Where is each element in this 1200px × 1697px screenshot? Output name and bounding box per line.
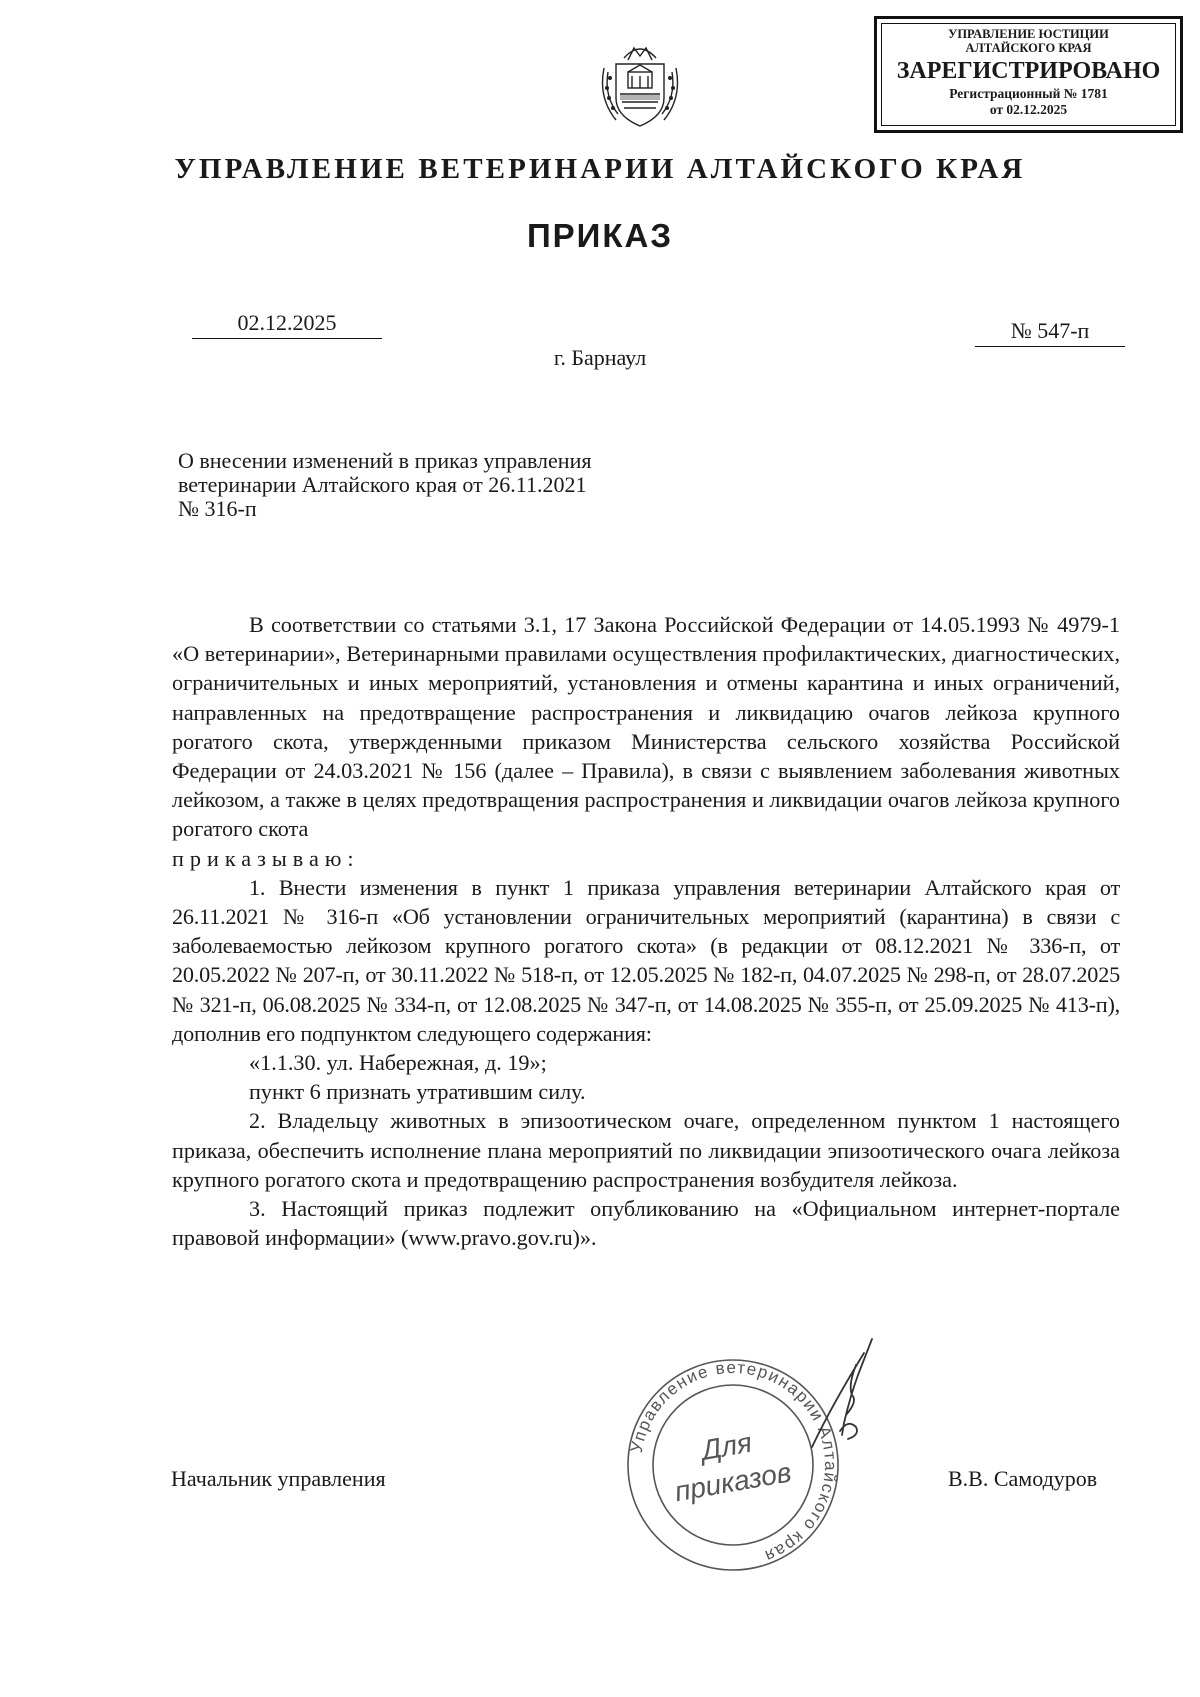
subject-line: № 316-п <box>178 496 257 521</box>
subject-line: ветеринарии Алтайского края от 26.11.2021 <box>178 472 587 497</box>
order-word-paragraph <box>172 844 1120 873</box>
order-word: приказываю: <box>172 845 360 871</box>
order-subject <box>178 449 698 521</box>
preamble-text: В соответствии со статьями 3.1, 17 Закона Российской Федерации от 14.05.1993 № 4979-1 «О ветеринарии», Ветеринарными правилами осуществления профилактических, диагностических, ограничительных и иных мероприятий, установления и отмены карантина и иных ограничений, направленных на предотвращение распространения и ликвидацию очагов лейкоза крупного рогатого скота, утвержденными приказом Министерства сельского хозяйства Российской Федерации от 24.03.2021 № 156 (далее – Правила), в связи с выявлением заболевания животных лейкозом, а также в целях предотвращения распространения и ликвидации очагов лейкоза крупного рогатого скота <box>172 612 1120 842</box>
subject-line: О внесении изменений в приказ управления <box>178 448 592 473</box>
item-2-paragraph: 2. Владельцу животных в эпизоотическом очаге, определенном пунктом 1 настоящего приказа, обеспечить исполнение плана мероприятий по ликвидации эпизоотического очага лейкоза крупного рогатого скота и предотвращению распространения возбудителя лейкоза. <box>172 1108 1120 1192</box>
signer-name: В.В. Самодуров <box>948 1466 1098 1491</box>
item-1-subpoint: «1.1.30. ул. Набережная, д. 19»; <box>249 1050 547 1076</box>
signer-position: Начальник управления <box>171 1466 386 1491</box>
registration-status: ЗАРЕГИСТРИРОВАНО <box>896 58 1161 84</box>
handwritten-signature <box>752 1335 892 1455</box>
registration-authority-line2: АЛТАЙСКОГО КРАЯ <box>965 41 1092 55</box>
preamble-paragraph <box>172 610 1120 844</box>
item-1-point6: пункт 6 признать утратившим силу. <box>249 1079 586 1105</box>
organization-title: УПРАВЛЕНИЕ ВЕТЕРИНАРИИ АЛТАЙСКОГО КРАЯ <box>174 153 1026 185</box>
order-body <box>172 610 1120 1252</box>
order-city: г. Барнаул <box>553 345 647 370</box>
coat-of-arms-emblem <box>594 38 686 134</box>
item-1-paragraph: 1. Внести изменения в пункт 1 приказа управления ветеринарии Алтайского края от 26.11.2021 № 316-п «Об установлении ограничительных мероприятий (карантина) в связи с заболеваемостью лейкозом крупного рогатого скота» (в редакции от 08.12.2021 № 336-п, от 20.05.2022 № 207-п, от 30.11.2022 № 518-п, от 12.05.2025 № 182-п, 04.07.2025 № 298-п, от 28.07.2025 № 321-п, 06.08.2025 № 334-п, от 12.08.2025 № 347-п, от 14.08.2025 № 355-п, от 25.09.2025 № 413-п), дополнив его подпунктом следующего содержания: <box>172 874 1120 1046</box>
document-type: ПРИКАЗ <box>526 217 674 254</box>
seal-ring-text: Управление ветеринарии Алтайского края <box>626 1357 841 1567</box>
item-3-paragraph: 3. Настоящий приказ подлежит опубликованию на «Официальном интернет-портале правовой информации» (www.pravo.gov.ru)». <box>172 1196 1120 1251</box>
order-number: № 547-п <box>975 318 1125 347</box>
order-date: 02.12.2025 <box>192 310 382 339</box>
registration-date: от 02.12.2025 <box>989 102 1068 117</box>
seal-center-line2: приказов <box>672 1456 794 1508</box>
seal-center-line1: Для <box>699 1426 755 1466</box>
registration-authority-line1: УПРАВЛЕНИЕ ЮСТИЦИИ <box>948 27 1109 41</box>
registration-stamp <box>874 16 1183 133</box>
registration-number: Регистрационный № 1781 <box>949 86 1108 101</box>
